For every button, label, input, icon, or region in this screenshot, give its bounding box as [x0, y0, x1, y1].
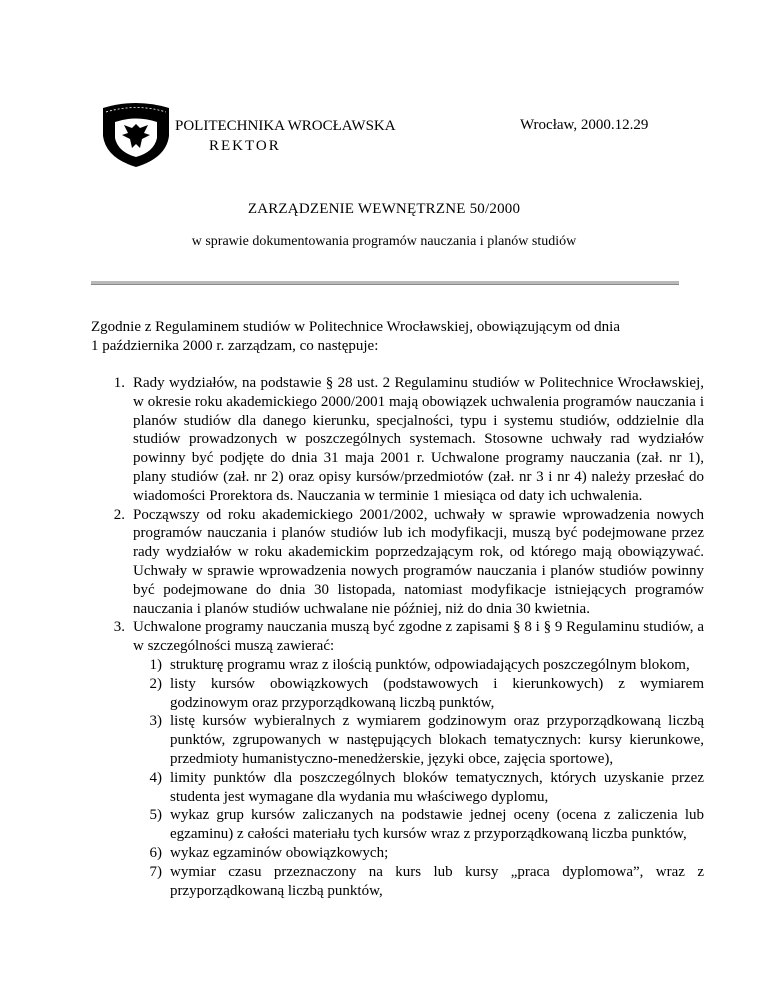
requirement-item [149, 806, 704, 844]
decree-item-1 [113, 374, 704, 506]
horizontal-divider [91, 281, 679, 285]
decree-items-list [99, 374, 704, 900]
subitem-number: 7) [149, 863, 162, 880]
subitem-text: wykaz egzaminów obowiązkowych; [170, 844, 389, 861]
item-text: Rady wydziałów, na podstawie § 28 ust. 2 Regulaminu studiów w Politechnice Wrocławskiej, w okresie roku akademickiego 2000/2001 mają obowiązek uchwalenia programów nauczania i planów studiów dla danego kierunku, specjalności, typu i systemu studiów, oddzielnie dla studiów prowadzonych w poszczególnych systemach. Stosowne uchwały rad wydziałów powinny być podjęte do dnia 31 maja 2001 r. Uchwalone programy nauczania (zał. nr 1), plany studiów (zał. nr 2) oraz opisy kursów/przedmiotów (zał. nr 3 i nr 4) należy przesłać do wiadomości Prorektora ds. Nauczania w terminie 1 miesiąca od daty ich uchwalenia. [133, 375, 704, 504]
item-text: Począwszy od roku akademickiego 2001/2002, uchwały w sprawie wprowadzenia nowych programów nauczania i planów studiów lub ich modyfikacji, muszą być podejmowane przez rady wydziałów w roku akademickim poprzedzającym rok, od którego mają obowiązywać. Uchwały w sprawie wprowadzenia nowych programów nauczania i planów studiów powinny być podejmowane do dnia 30 listopada, natomiast modyfikacje istniejących programów nauczania i planów studiów uchwalane nie później, niż do dnia 30 kwietnia. [133, 506, 704, 617]
requirement-item [149, 863, 704, 901]
subitem-number: 1) [149, 656, 162, 673]
intro-line-2: 1 października 2000 r. zarządzam, co następuje: [91, 337, 379, 354]
place-date: Wrocław, 2000.12.29 [520, 117, 649, 133]
subitem-number: 4) [149, 769, 162, 786]
subitem-text: limity punktów dla poszczególnych bloków tematycznych, których uzyskanie przez studenta jest wymagane dla wydania mu właściwego dyplomu, [170, 769, 704, 805]
requirement-item [149, 844, 704, 863]
document-title: ZARZĄDZENIE WEWNĘTRZNE 50/2000 [247, 201, 521, 217]
subitem-text: strukturę programu wraz z ilością punktów, odpowiadających poszczególnym blokom, [170, 656, 690, 673]
item-number: 2. [113, 506, 125, 523]
document-subject: w sprawie dokumentowania programów nauczania i planów studiów [191, 234, 577, 249]
program-requirements-list [133, 656, 704, 900]
subitem-text: wymiar czasu przeznaczony na kurs lub kursy „praca dyplomowa”, wraz z przyporządkowaną liczbą punktów, [170, 863, 704, 899]
requirement-item [149, 656, 704, 675]
requirement-item [149, 769, 704, 807]
subitem-number: 5) [149, 807, 162, 824]
subitem-number: 2) [149, 675, 162, 692]
subitem-text: wykaz grup kursów zaliczanych na podstawie jednej oceny (ocena z zaliczenia lub egzaminu) z całości materiału tych kursów wraz z przyporządkowaną liczba punktów, [170, 807, 704, 843]
item-number: 1. [113, 375, 125, 391]
institution-name: POLITECHNIKA WROCŁAWSKA [175, 118, 396, 134]
requirement-item [149, 712, 704, 768]
subitem-number: 3) [149, 713, 162, 730]
subitem-text: listy kursów obowiązkowych (podstawowych i kierunkowych) z wymiarem godzinowym oraz przyporządkowaną liczbą punktów, [170, 675, 704, 711]
header-institution-block [175, 117, 396, 155]
intro-line-1: Zgodnie z Regulaminem studiów w Politechnice Wrocławskiej, obowiązującym od dnia [91, 319, 620, 335]
subitem-text: listę kursów wybieralnych z wymiarem godzinowym oraz przyporządkowaną liczbą punktów, zgrupowanych w następujących blokach tematycznych: kursy kierunkowe, przedmioty humanistyczno-menedżerskie, języki obce, zajęcia sportowe), [170, 713, 704, 767]
item-number: 3. [113, 619, 125, 636]
subitem-number: 6) [149, 844, 162, 861]
intro-paragraph [91, 318, 691, 356]
item-text: Uchwalone programy nauczania muszą być zgodne z zapisami § 8 i § 9 Regulaminu studiów, a w szczególności muszą zawierać: [133, 619, 704, 655]
decree-item-2 [113, 506, 704, 619]
requirement-item [149, 675, 704, 713]
university-logo [100, 98, 172, 168]
decree-item-3 [113, 618, 704, 900]
rector-title: REKTOR [209, 138, 281, 154]
